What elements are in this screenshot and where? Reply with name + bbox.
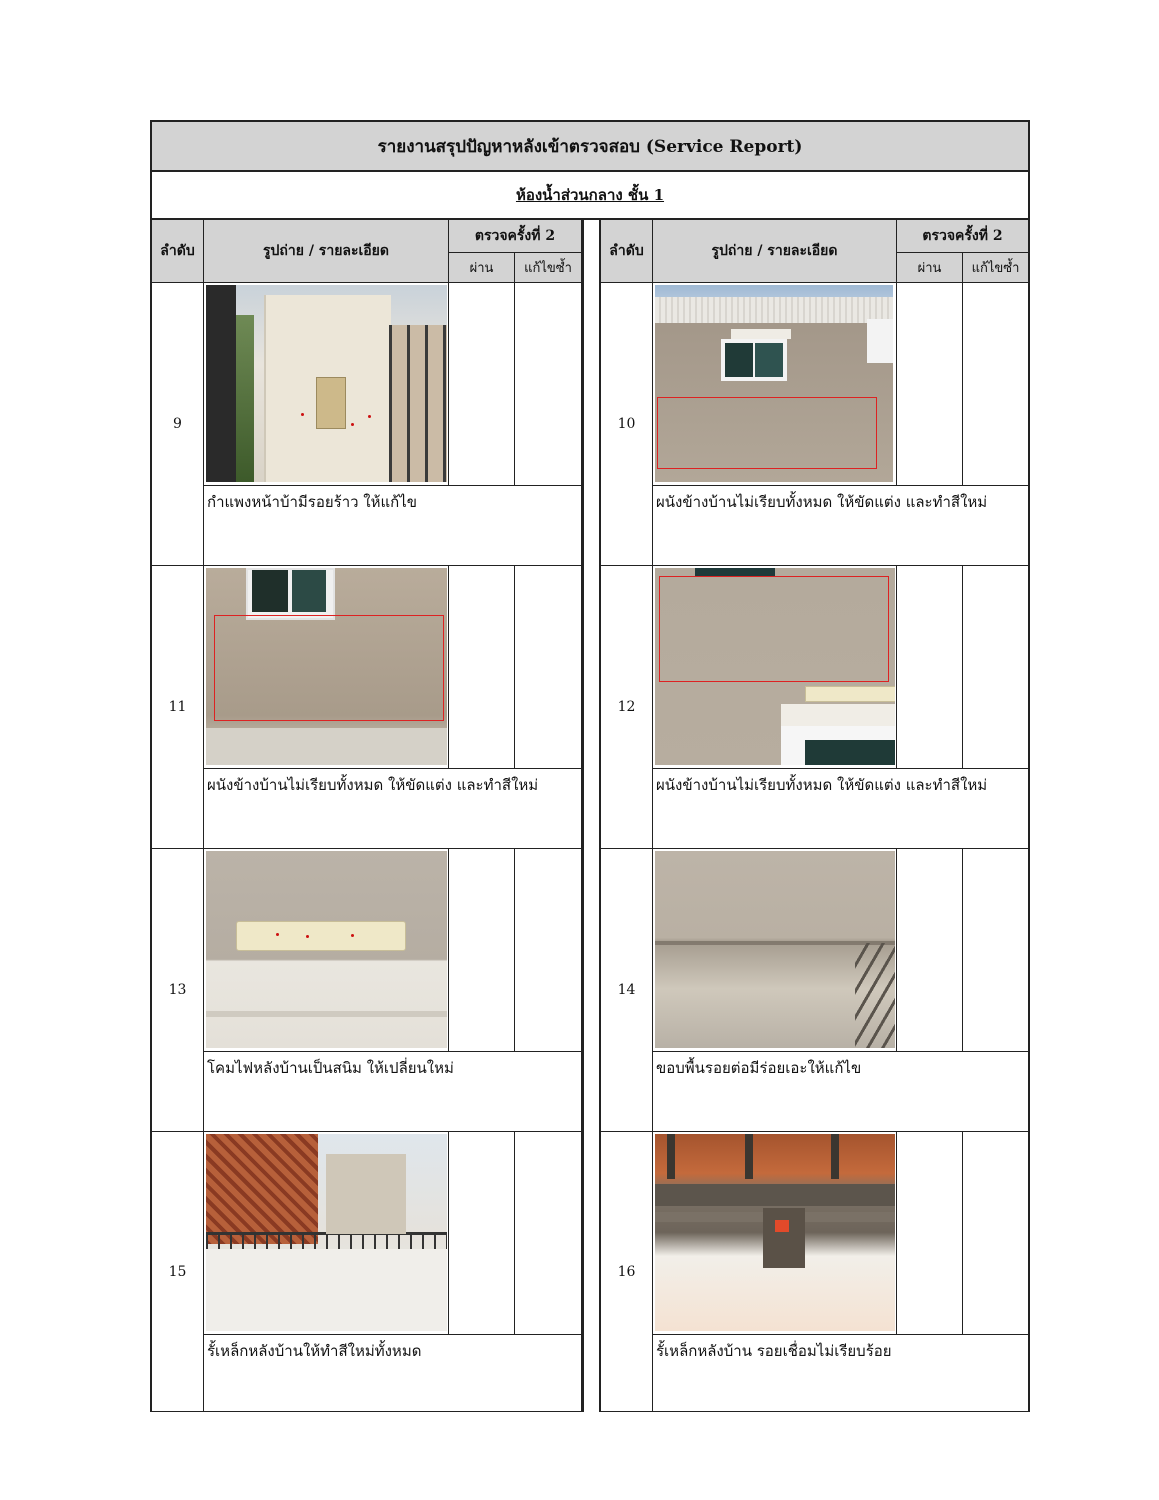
pass-checkbox-cell[interactable] — [897, 566, 963, 769]
item-description: รั้เหล็กหลังบ้าน รอยเชื่อมไม่เรียบร้อย — [653, 1335, 1028, 1412]
header-fix-again: แก้ไขซ้ำ — [515, 253, 582, 283]
header-inspection-2: ตรวจครั้งที่ 2 — [897, 220, 1028, 253]
fix-again-checkbox-cell[interactable] — [963, 1132, 1028, 1335]
right-column — [601, 220, 1028, 1412]
item-description: ผนังข้างบ้านไม่เรียบทั้งหมด ให้ขัดแต่ง และทำสีใหม่ — [204, 769, 582, 849]
photo-cell — [653, 283, 897, 486]
photo-wall-front — [206, 285, 447, 482]
service-report-table — [150, 120, 1030, 1412]
pass-checkbox-cell[interactable] — [897, 1132, 963, 1335]
item-number: 12 — [601, 566, 653, 849]
header-pass: ผ่าน — [897, 253, 963, 283]
item-number: 9 — [152, 283, 204, 566]
pass-checkbox-cell[interactable] — [897, 849, 963, 1052]
left-column — [152, 220, 582, 1412]
fix-again-checkbox-cell[interactable] — [963, 283, 1028, 486]
fix-again-checkbox-cell[interactable] — [515, 849, 582, 1052]
header-order: ลำดับ — [152, 220, 204, 283]
fix-again-checkbox-cell[interactable] — [963, 849, 1028, 1052]
photo-rear-fence — [206, 1134, 447, 1331]
header-order: ลำดับ — [601, 220, 653, 283]
photo-house-wall — [655, 285, 893, 482]
item-description: กำแพงหน้าบ้ามีรอยร้าว ให้แก้ไข — [204, 486, 582, 566]
photo-floor-edge — [655, 851, 895, 1048]
photo-cell — [204, 849, 449, 1052]
photo-cell — [653, 1132, 897, 1335]
item-number: 14 — [601, 849, 653, 1132]
photo-cell — [204, 566, 449, 769]
item-description: ผนังข้างบ้านไม่เรียบทั้งหมด ให้ขัดแต่ง และทำสีใหม่ — [653, 769, 1028, 849]
pass-checkbox-cell[interactable] — [449, 283, 515, 486]
item-number: 15 — [152, 1132, 204, 1412]
header-photo-detail: รูปถ่าย / รายละเอียด — [204, 220, 449, 283]
report-title: รายงานสรุปปัญหาหลังเข้าตรวจสอบ (Service Report) — [152, 122, 1028, 172]
photo-lamp — [206, 851, 447, 1048]
photo-cell — [653, 849, 897, 1052]
photo-fence-weld — [655, 1134, 895, 1331]
pass-checkbox-cell[interactable] — [897, 283, 963, 486]
photo-cell — [204, 1132, 449, 1335]
photo-cell — [653, 566, 897, 769]
photo-side-wall-2 — [655, 568, 895, 765]
column-separator — [582, 220, 601, 1412]
pass-checkbox-cell[interactable] — [449, 849, 515, 1052]
item-description: ขอบพื้นรอยต่อมีร่อยเอะให้แก้ไข — [653, 1052, 1028, 1132]
fix-again-checkbox-cell[interactable] — [515, 1132, 582, 1335]
item-description: ผนังข้างบ้านไม่เรียบทั้งหมด ให้ขัดแต่ง และทำสีใหม่ — [653, 486, 1028, 566]
header-pass: ผ่าน — [449, 253, 515, 283]
header-fix-again: แก้ไขซ้ำ — [963, 253, 1028, 283]
photo-cell — [204, 283, 449, 486]
report-subtitle: ห้องน้ำส่วนกลาง ชั้น 1 — [152, 172, 1028, 220]
item-number: 10 — [601, 283, 653, 566]
header-inspection-2: ตรวจครั้งที่ 2 — [449, 220, 582, 253]
fix-again-checkbox-cell[interactable] — [515, 283, 582, 486]
item-number: 13 — [152, 849, 204, 1132]
item-number: 11 — [152, 566, 204, 849]
header-photo-detail: รูปถ่าย / รายละเอียด — [653, 220, 897, 283]
item-number: 16 — [601, 1132, 653, 1412]
fix-again-checkbox-cell[interactable] — [963, 566, 1028, 769]
item-description: รั้เหล็กหลังบ้านให้ทำสีใหม่ทั้งหมด — [204, 1335, 582, 1412]
photo-side-wall — [206, 568, 447, 765]
fix-again-checkbox-cell[interactable] — [515, 566, 582, 769]
pass-checkbox-cell[interactable] — [449, 566, 515, 769]
item-description: โคมไฟหลังบ้านเป็นสนิม ให้เปลี่ยนใหม่ — [204, 1052, 582, 1132]
pass-checkbox-cell[interactable] — [449, 1132, 515, 1335]
